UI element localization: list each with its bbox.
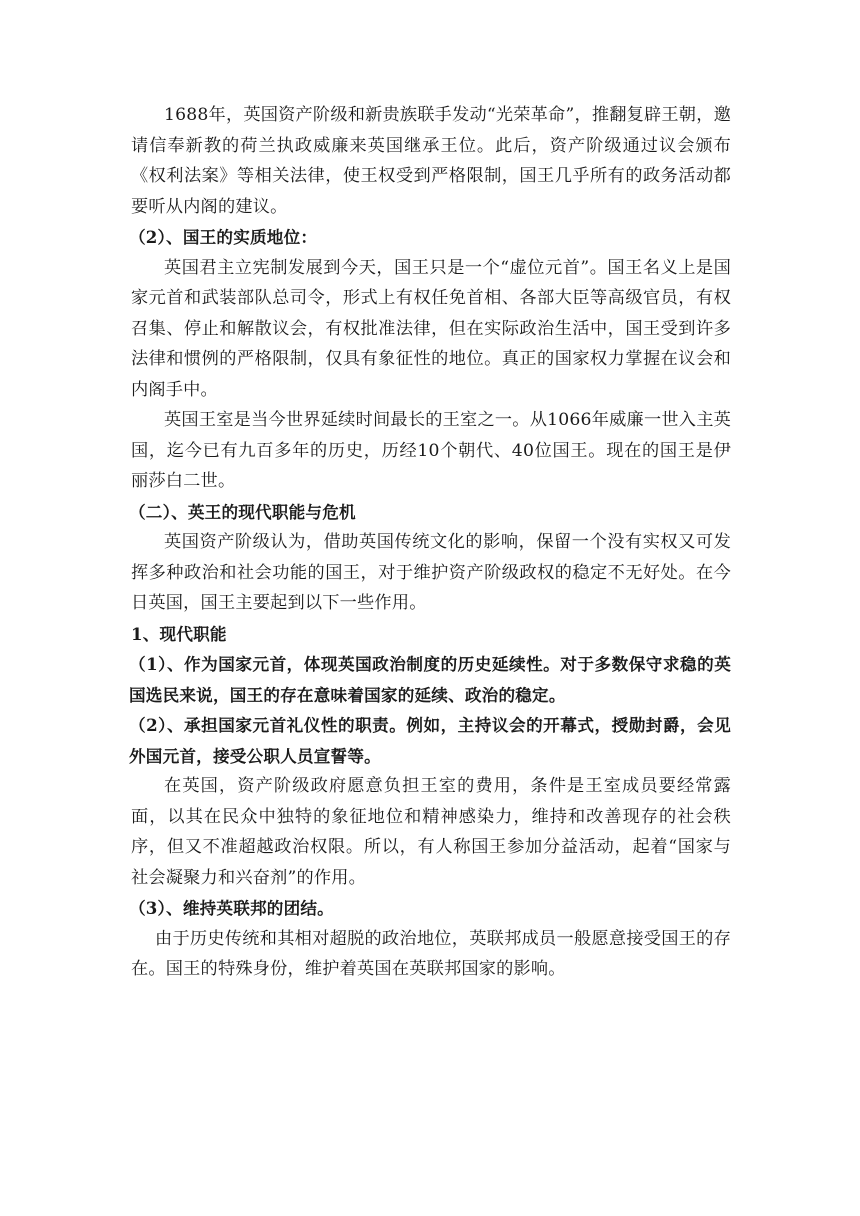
heading-modern-functions: 1、现代职能 [131, 623, 227, 644]
heading-modern-functions-crisis: （二）、英王的现代职能与危机 [129, 501, 356, 522]
paragraph-head-of-state-continuity: （1）、作为国家元首，体现英国政治制度的历史延续性。对于多数保守求稳的英国选民来说，国王的存在意味着国家的延续、政治的稳定。 [129, 654, 731, 705]
heading-king-actual-status: （2）、国王的实质地位： [129, 227, 318, 247]
paragraph-ceremonial-duties: （2）、承担国家元首礼仪性的职责。例如，主持议会的开幕式，授勋封爵，会见外国元首，接受公职人员宣誓等。 [129, 715, 731, 766]
heading-commonwealth-unity: （3）、维持英联邦的团结。 [129, 898, 334, 918]
paragraph-nominal-head: 英国君主立宪制发展到今天，国王只是一个“虚位元首”。国王名义上是国家元首和武装部队总司令，形式上有权任免首相、各部大臣等高级官员，有权召集、停止和解散议会，有权批准法律，但在实际政治生活中，国王受到许多法律和惯例的严格限制，仅具有象征性的地位。真正的国家权力掌握在议会和内阁手中。 [131, 257, 731, 400]
paragraph-royal-family-history: 英国王室是当今世界延续时间最长的王室之一。从1066年威廉一世入主英国，迄今已有九百多年的历史，历经10个朝代、40位国王。现在的国王是伊丽莎白二世。 [131, 410, 731, 491]
paragraph-bourgeoisie-view: 英国资产阶级认为，借助英国传统文化的影响，保留一个没有实权又可发挥多种政治和社会功能的国王，对于维护资产阶级政权的稳定不无好处。在今日英国，国王主要起到以下一些作用。 [131, 532, 731, 613]
paragraph-glorious-revolution: 1688年，英国资产阶级和新贵族联手发动“光荣革命”，推翻复辟王朝，邀请信奉新教的荷兰执政威廉来英国继承王位。此后，资产阶级通过议会颁布《权利法案》等相关法律，使王权受到严格限制，国王几乎所有的政务活动都要听从内阁的建议。 [131, 105, 731, 217]
paragraph-royal-expenses: 在英国，资产阶级政府愿意负担王室的费用，条件是王室成员要经常露面，以其在民众中独特的象征地位和精神感染力，维持和改善现存的社会秩序，但又不准超越政治权限。所以，有人称国王参加分益活动，起着“国家与社会凝聚力和兴奋剂”的作用。 [131, 776, 731, 888]
paragraph-commonwealth-influence: 由于历史传统和其相对超脱的政治地位，英联邦成员一般愿意接受国王的存在。国王的特殊身份，维护着英国在英联邦国家的影响。 [131, 928, 731, 979]
document-body [131, 100, 731, 985]
